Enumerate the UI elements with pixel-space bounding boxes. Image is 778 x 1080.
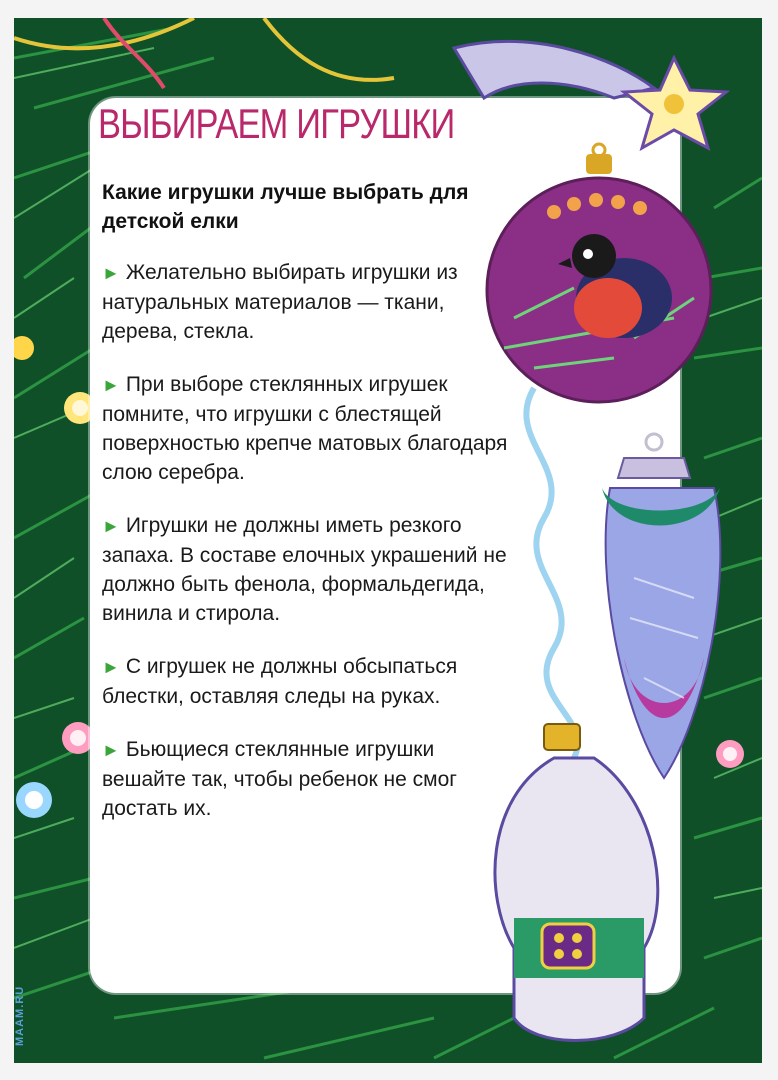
tip-text: Желательно выбирать игрушки из натуральных материалов — ткани, дерева, стекла. — [102, 261, 458, 343]
tip-text: Бьющиеся стеклянные игрушки вешайте так, чтобы ребенок не смог достать их. — [102, 738, 457, 820]
tips-list — [102, 258, 512, 847]
tip-text: Игрушки не должны иметь резкого запаха. В составе елочных украшений не должно быть фенола, формальдегида, винила и стирола. — [102, 514, 507, 625]
list-item — [102, 735, 512, 823]
bullet-arrow-icon: ► — [102, 740, 120, 760]
list-item — [102, 652, 512, 711]
bullet-arrow-icon: ► — [102, 375, 120, 395]
pinecone-ornament-icon — [602, 434, 720, 778]
bullet-arrow-icon: ► — [102, 516, 120, 536]
watermark: MAAM.RU — [14, 985, 26, 1046]
tip-text: При выборе стеклянных игрушек помните, что игрушки с блестящей поверхностью крепче матовых благодаря слою серебра. — [102, 373, 508, 484]
snow-house-ornament-icon — [495, 724, 658, 1041]
shooting-star-icon — [454, 42, 726, 148]
subtitle: Какие игрушки лучше выбрать для детской елки — [102, 181, 469, 233]
bullet-arrow-icon: ► — [102, 263, 120, 283]
list-item — [102, 258, 512, 346]
list-item — [102, 370, 512, 487]
tip-text: С игрушек не должны обсыпаться блестки, оставляя следы на руках. — [102, 655, 458, 708]
page-title: ВЫБИРАЕМ ИГРУШКИ — [98, 100, 455, 147]
bullfinch-ornament-icon — [487, 144, 711, 402]
list-item — [102, 511, 512, 628]
bullet-arrow-icon: ► — [102, 657, 120, 677]
ribbon-icon — [526, 388, 577, 758]
